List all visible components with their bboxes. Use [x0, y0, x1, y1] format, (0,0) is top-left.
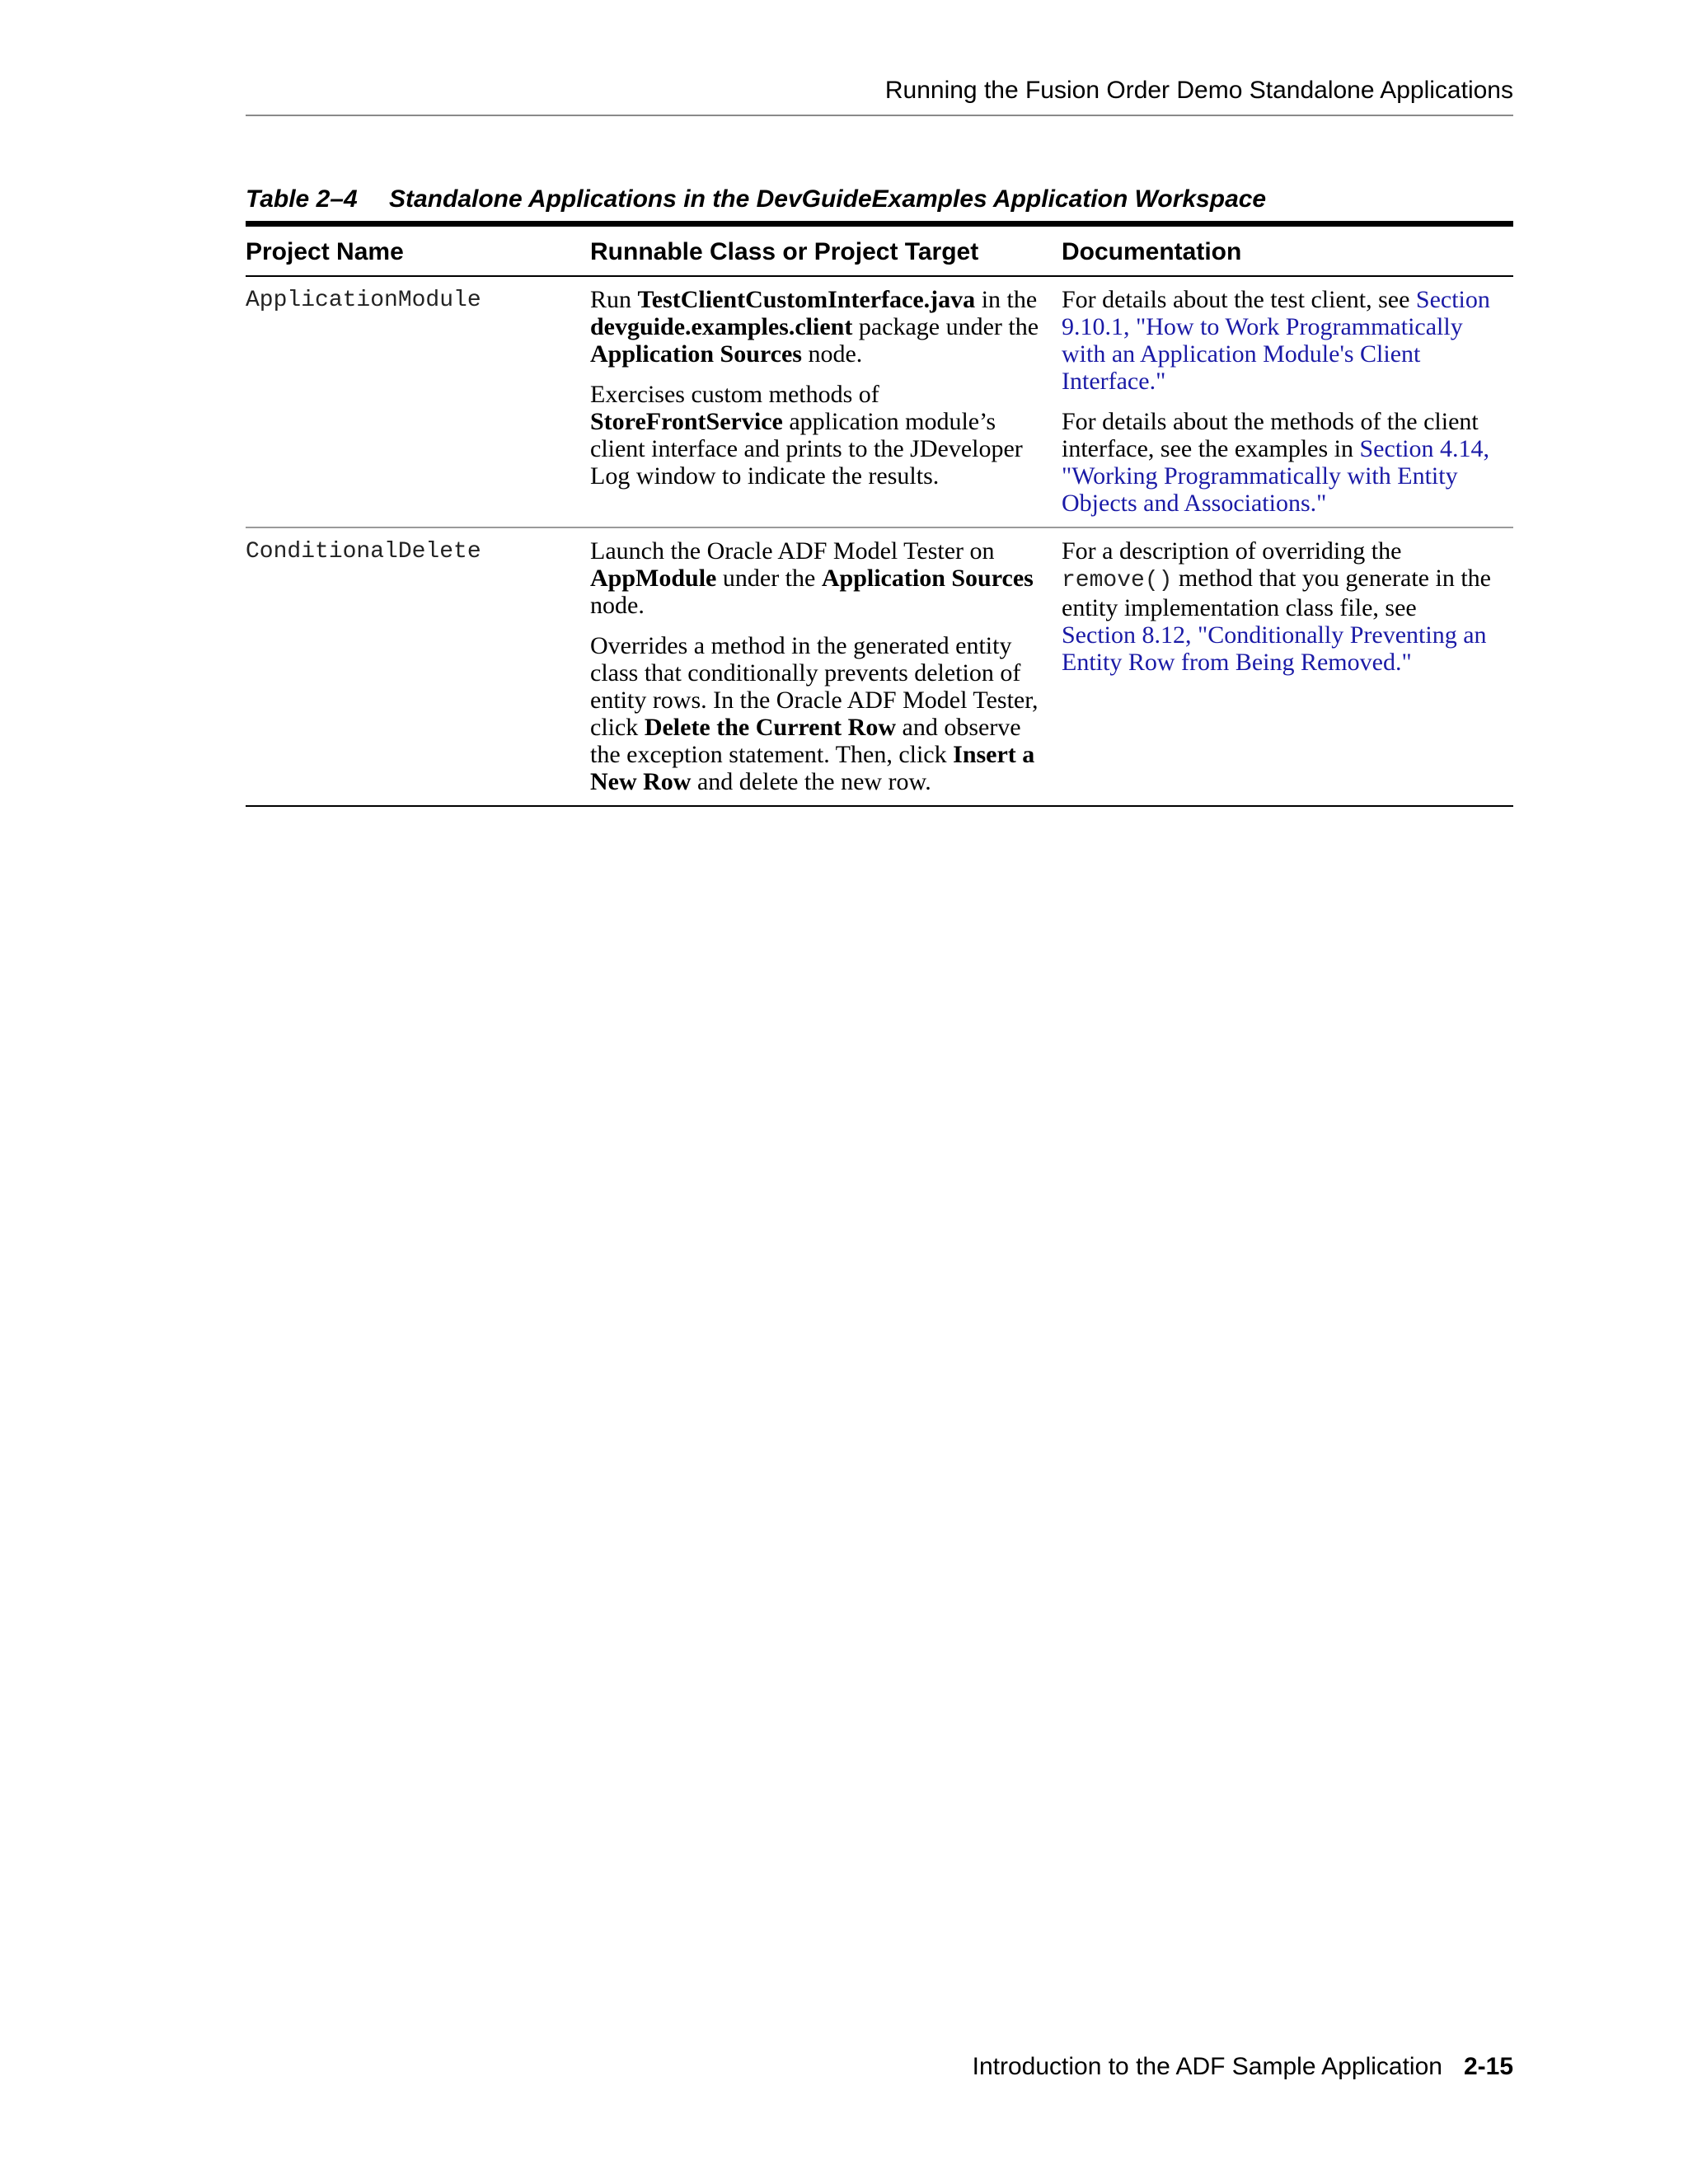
project-name-cell: ConditionalDelete	[246, 539, 481, 565]
doc-paragraph	[1062, 537, 1495, 676]
bold-term: devguide.examples.client	[590, 313, 853, 340]
running-header: Running the Fusion Order Demo Standalone Applications	[884, 77, 1513, 104]
bold-term: TestClientCustomInterface.java	[637, 286, 976, 313]
text: Run	[590, 286, 638, 313]
bold-term: Insert a New Row	[590, 741, 1035, 795]
doc-paragraph	[1062, 408, 1495, 517]
text: For details about the test client, see	[1062, 286, 1416, 313]
text: For a description of overriding the	[1062, 537, 1402, 565]
target-paragraph	[590, 286, 1043, 368]
bold-term: AppModule	[590, 565, 717, 592]
target-paragraph	[590, 632, 1043, 795]
header-rule	[246, 115, 1513, 116]
text: method that you generate in the entity implementation class file, see	[1062, 565, 1491, 621]
section-4-14-link[interactable]: Section 4.14, "Working Programmatically with Entity Objects and Associations."	[1062, 435, 1489, 517]
text: and delete the new row.	[691, 768, 931, 795]
table-number: Table 2–4	[246, 185, 358, 213]
text: Overrides a method in the generated entity class that conditionally prevents deletion of entity rows. In the Oracle ADF Model Tester, click	[590, 632, 1039, 741]
section-9-10-1-link[interactable]: Section 9.10.1, "How to Work Programmatically with an Application Module's Client Interface."	[1062, 286, 1490, 395]
table-caption	[246, 181, 1513, 218]
header-project-name: Project Name	[246, 224, 590, 277]
target-paragraph	[590, 381, 1043, 490]
bold-term: Application Sources	[821, 565, 1034, 592]
text: in the	[975, 286, 1038, 313]
doc-paragraph	[1062, 286, 1495, 395]
standalone-applications-table	[246, 221, 1513, 807]
table-header-row	[246, 224, 1513, 277]
text: node.	[590, 592, 645, 619]
project-name-cell: ApplicationModule	[246, 276, 590, 527]
table-title: Standalone Applications in the DevGuideExamples Application Workspace	[389, 185, 1267, 213]
table-row	[246, 276, 1513, 527]
text: node.	[801, 340, 863, 368]
bold-term: StoreFrontService	[590, 408, 783, 435]
remove-method-code: remove()	[1062, 568, 1173, 593]
bold-term: Delete the Current Row	[644, 714, 896, 741]
documentation-cell	[1062, 276, 1513, 527]
page-footer	[246, 2049, 1513, 2085]
text: For details about the methods of the client interface, see the examples in	[1062, 408, 1479, 462]
section-8-12-link[interactable]: Section 8.12, "Conditionally Preventing an Entity Row from Being Removed."	[1062, 621, 1487, 676]
documentation-cell	[1062, 527, 1513, 806]
text: package under the	[852, 313, 1039, 340]
header-runnable-class: Runnable Class or Project Target	[590, 224, 1062, 277]
text: application module’s client interface and prints to the JDeveloper Log window to indicate the results.	[590, 408, 1023, 490]
text: under the	[716, 565, 822, 592]
table-row	[246, 527, 1513, 806]
text: Exercises custom methods of	[590, 381, 879, 408]
text: and observe the exception statement. Then, click	[590, 714, 1021, 768]
runnable-target-cell	[590, 527, 1062, 806]
target-paragraph	[590, 537, 1043, 619]
footer-title: Introduction to the ADF Sample Application	[972, 2053, 1442, 2080]
text: Launch the Oracle ADF Model Tester on	[590, 537, 995, 565]
header-documentation: Documentation	[1062, 224, 1513, 277]
bold-term: Application Sources	[590, 340, 802, 368]
runnable-target-cell	[590, 276, 1062, 527]
page-number: 2-15	[1463, 2053, 1513, 2080]
